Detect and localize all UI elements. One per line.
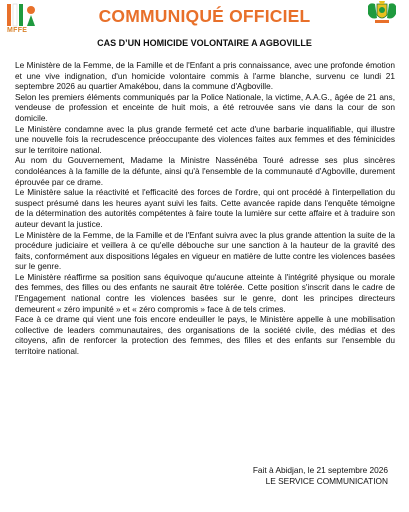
- page-subtitle: CAS D’UN HOMICIDE VOLONTAIRE A AGBOVILLE: [97, 38, 312, 48]
- signature-service: LE SERVICE COMMUNICATION: [265, 476, 388, 486]
- communique-body: [15, 60, 395, 357]
- page-title: COMMUNIQUÉ OFFICIEL: [98, 6, 311, 26]
- paragraph: Selon les premiers éléments communiqués par la Police Nationale, la victime, A.A.G., âgée de 21 ans, vendeuse de profession et enceinte de huit mois, a été retrouvée sans vie dans la cour de son domicile.: [15, 91, 395, 123]
- paragraph: Le Ministère condamne avec la plus grande fermeté cet acte d'une barbarie inqualifiable, qui illustre une nouvelle fois la recrudescence préoccupante des violences faites aux femmes et des féminicides sur le territoire national.: [15, 123, 395, 155]
- paragraph: Au nom du Gouvernement, Madame la Ministre Nassénéba Touré adresse ses plus sincères condoléances à la famille de la défunte, ainsi qu'à l'ensemble de la communauté d'Agboville, durement éprouvée par ce drame.: [15, 155, 395, 187]
- place-date: Fait à Abidjan, le 21 septembre 2026: [252, 465, 388, 475]
- paragraph: Le Ministère réaffirme sa position sans équivoque qu'aucune atteinte à l'intégrité physique ou morale des femmes, des filles ou des enfants ne saurait être tolérée. Cette position s'inscrit dans le cadre de l'Engagement national contre les violences basées sur le genre, dont les principes directeurs demeurent « zéro impunité » et « zéro compromis » face à de tels crimes.: [15, 271, 395, 314]
- logo-text: MFFE: [7, 27, 28, 34]
- paragraph: Le Ministère de la Femme, de la Famille et de l'Enfant suivra avec la plus grande attention la suite de la procédure judiciaire et veillera à ce qu'elle débouche sur une sanction à la hauteur de la gravité des faits, conformément aux dispositions légales en vigueur en matière de lutte contre les violences basées sur le genre.: [15, 229, 395, 272]
- signature-block: [253, 465, 388, 487]
- paragraph: Le Ministère salue la réactivité et l'efficacité des forces de l'ordre, qui ont procédé à l'interpellation du suspect présumé dans les heures ayant suivi les faits. Cette avancée rapide dans l'enquête témoigne de la détermination des autorités compétentes à faire toute la lumière sur cette affaire et à traduire son auteur devant la justice.: [15, 187, 395, 229]
- paragraph: Face à ce drame qui vient une fois encore endeuiller le pays, le Ministère appelle à une mobilisation collective de leaders communautaires, des organisations de la société civile, des médias et des citoyens, afin de renforcer la protection des femmes, des filles et des enfants sur l'ensemble du territoire national.: [15, 314, 395, 357]
- paragraph: Le Ministère de la Femme, de la Famille et de l'Enfant a pris connaissance, avec une profonde émotion et une vive indignation, d'un homicide volontaire commis à l'arme blanche, survenu ce lundi 21 septembre 2026 au quartier Amakébou, dans la commune d'Agboville.: [15, 60, 395, 92]
